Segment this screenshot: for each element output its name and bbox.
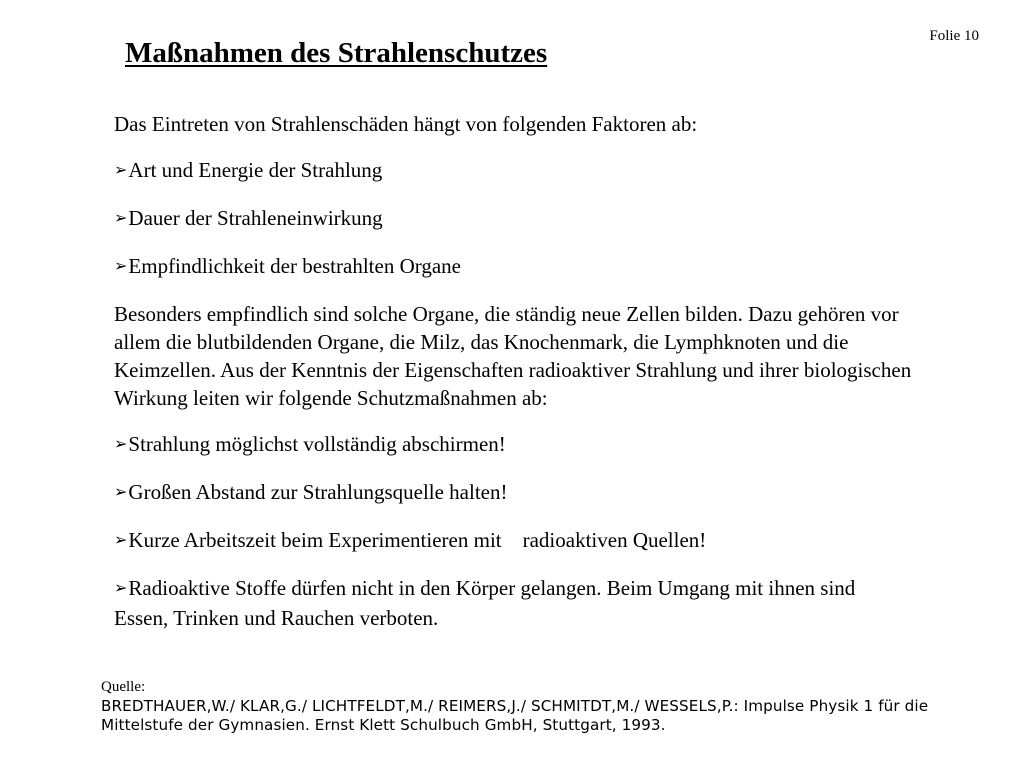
arrow-bullet-icon: ➢ [114,160,128,179]
factor-item [114,204,914,234]
source-label: Quelle: [101,679,146,695]
arrow-bullet-icon: ➢ [114,482,128,501]
arrow-bullet-icon: ➢ [114,256,128,275]
source-citation: BREDTHAUER,W./ KLAR,G./ LICHTFELDT,M./ REIMERS,J./ SCHMITDT,M./ WESSELS,P.: Impulse Physik 1 für die Mittelstufe der Gymnasien. Ernst Klett Schulbuch GmbH, Stuttgart, 1993. [101,697,929,734]
factor-item [114,156,914,186]
source-block [101,678,941,735]
measure-item [114,430,914,460]
explanation-paragraph: Besonders empfindlich sind solche Organe, die ständig neue Zellen bilden. Dazu gehören vor allem die blutbildenden Organe, die Milz, das Knochenmark, die Lymphknoten und die Keimzellen. Aus der Kenntnis der Eigenschaften radioaktiver Strahlung und ihrer biologischen Wirkung leiten wir folgende Schutzmaßnahmen ab: [114,302,912,410]
arrow-bullet-icon: ➢ [114,530,128,549]
factor-text: Dauer der Strahleneinwirkung [128,206,383,230]
measure-item [114,574,914,632]
measure-text: Radioaktive Stoffe dürfen nicht in den Körper gelangen. Beim Umgang mit ihnen sind Essen, Trinken und Rauchen verboten. [114,576,856,630]
slide-content [114,110,914,650]
measure-text: Großen Abstand zur Strahlungsquelle halten! [128,480,508,504]
slide-title: Maßnahmen des Strahlenschutzes [125,37,548,69]
measure-item [114,478,914,508]
factor-text: Art und Energie der Strahlung [128,158,383,182]
factor-text: Empfindlichkeit der bestrahlten Organe [128,254,461,278]
factor-item [114,252,914,282]
arrow-bullet-icon: ➢ [114,208,128,227]
measure-text: Strahlung möglichst vollständig abschirmen! [128,432,506,456]
arrow-bullet-icon: ➢ [114,578,128,597]
arrow-bullet-icon: ➢ [114,434,128,453]
measure-item [114,526,914,556]
slide-number: Folie 10 [929,28,979,44]
intro-text: Das Eintreten von Strahlenschäden hängt von folgenden Faktoren ab: [114,112,698,136]
measure-text: Kurze Arbeitszeit beim Experimentieren mit radioaktiven Quellen! [128,528,707,552]
